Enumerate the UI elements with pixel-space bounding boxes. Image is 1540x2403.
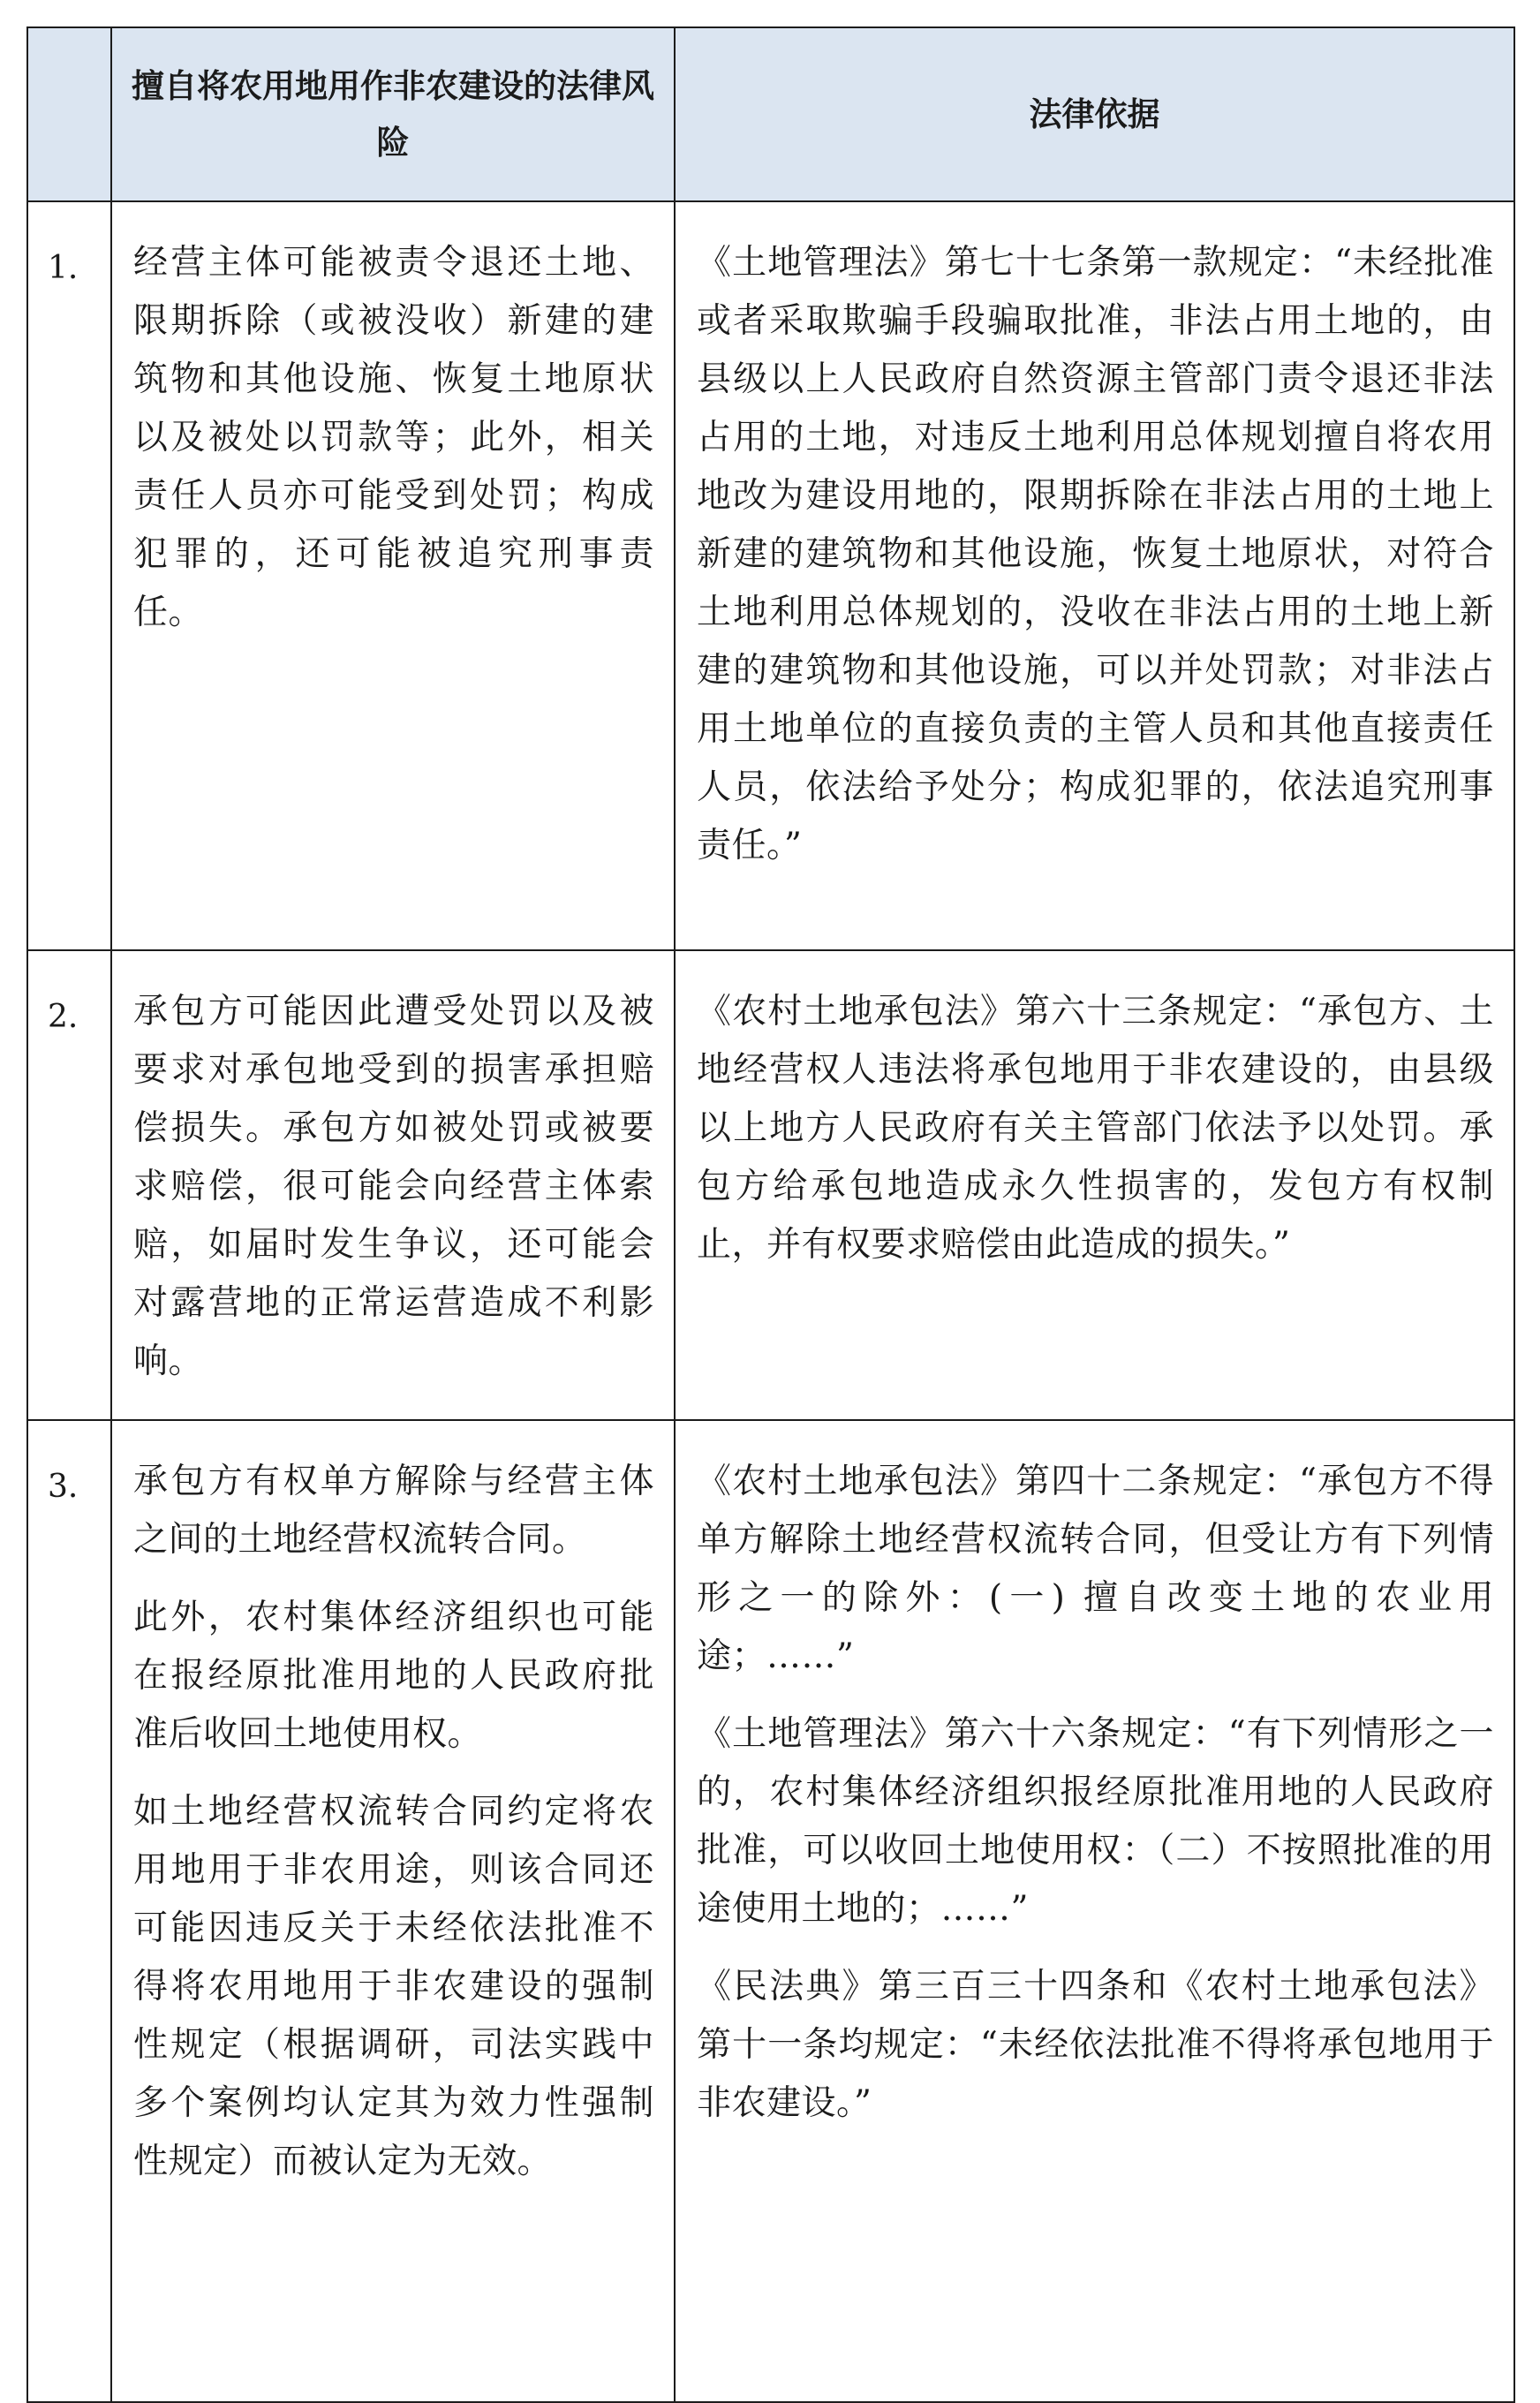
basis-paragraph: 《土地管理法》第七十七条第一款规定：“未经批准或者采取欺骗手段骗取批准，非法占用土地的，由县级以上人民政府自然资源主管部门责令退还非法占用的土地，对违反土地利用总体规划擅自将农用地改为建设用地的，限期拆除在非法占用的土地上新建的建筑物和其他设施，恢复土地原状，对符合土地利用总体规划的，没收在非法占用的土地上新建的建筑物和其他设施，可以并处罚款；对非法占用土地单位的直接负责的主管人员和其他直接责任人员，依法给予处分；构成犯罪的，依法追究刑事责任。”: [697, 243, 1494, 865]
header-legal-basis: 法律依据: [675, 27, 1514, 201]
legal-risk-table-container: [26, 26, 1514, 2403]
risk-paragraph: 承包方有权单方解除与经营主体之间的土地经营权流转合同。: [133, 1462, 654, 1560]
risk-paragraph: 如土地经营权流转合同约定将农用地用于非农用途，则该合同还可能因违反关于未经依法批准不得将农用地用于非农建设的强制性规定（根据调研，司法实践中多个案例均认定其为效力性强制性规定）而被认定为无效。: [133, 1792, 654, 2181]
table-header-row: [27, 27, 1514, 201]
row-number: 2.: [27, 950, 111, 1420]
risk-cell: [111, 1420, 675, 2402]
table-row: [27, 1420, 1514, 2402]
header-legal-risk: 擅自将农用地用作非农建设的法律风险: [111, 27, 675, 201]
risk-cell: [111, 950, 675, 1420]
basis-cell: [675, 1420, 1514, 2402]
risk-paragraph: 承包方可能因此遭受处罚以及被要求对承包地受到的损害承担赔偿损失。承包方如被处罚或被要求赔偿，很可能会向经营主体索赔，如届时发生争议，还可能会对露营地的正常运营造成不利影响。: [133, 992, 654, 1381]
basis-paragraph: 《农村土地承包法》第四十二条规定：“承包方不得单方解除土地经营权流转合同，但受让方有下列情形之一的除外：(一) 擅自改变土地的农业用途；……”: [697, 1462, 1494, 1676]
row-number: 1.: [27, 201, 111, 950]
basis-paragraph: 《土地管理法》第六十六条规定：“有下列情形之一的，农村集体经济组织报经原批准用地的人民政府批准，可以收回土地使用权：（二）不按照批准的用途使用土地的；……”: [697, 1714, 1494, 1929]
basis-cell: [675, 201, 1514, 950]
risk-paragraph: 此外，农村集体经济组织也可能在报经原批准用地的人民政府批准后收回土地使用权。: [133, 1598, 654, 1754]
basis-paragraph: 《农村土地承包法》第六十三条规定：“承包方、土地经营权人违法将承包地用于非农建设的，由县级以上地方人民政府有关主管部门依法予以处罚。承包方给承包地造成永久性损害的，发包方有权制止，并有权要求赔偿由此造成的损失。”: [697, 992, 1494, 1265]
risk-cell: [111, 201, 675, 950]
legal-risk-table: [26, 26, 1515, 2403]
table-row: [27, 950, 1514, 1420]
header-number: [27, 27, 111, 201]
table-row: [27, 201, 1514, 950]
row-number: 3.: [27, 1420, 111, 2402]
basis-cell: [675, 950, 1514, 1420]
risk-paragraph: 经营主体可能被责令退还土地、限期拆除（或被没收）新建的建筑物和其他设施、恢复土地原状以及被处以罚款等；此外，相关责任人员亦可能受到处罚；构成犯罪的，还可能被追究刑事责任。: [133, 243, 654, 632]
basis-paragraph: 《民法典》第三百三十四条和《农村土地承包法》第十一条均规定：“未经依法批准不得将承包地用于非农建设。”: [697, 1967, 1494, 2123]
